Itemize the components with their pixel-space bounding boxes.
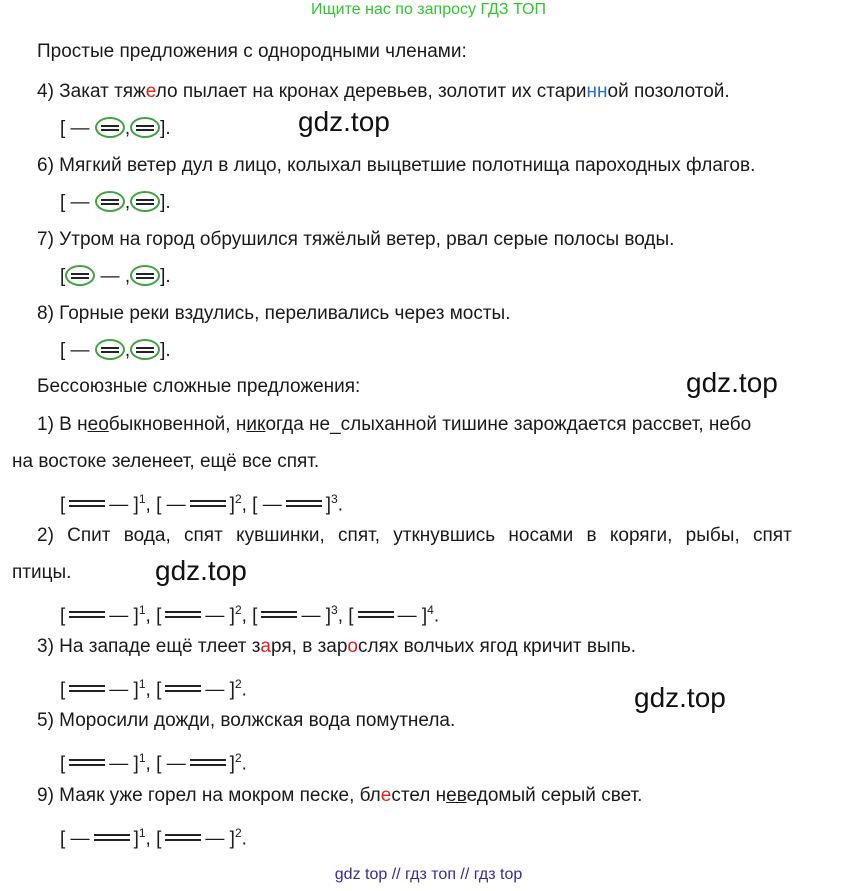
text: 9) Маяк уже горел на мокром песке, бл xyxy=(37,785,381,806)
predicate-mark xyxy=(130,265,160,286)
scheme-b2: [ — ]$^1$, [ — ]$^2$, [ — ]$^3$, [ — ]$^4$. xyxy=(60,603,440,627)
sentence-b1-line2: на востоке зеленеет, ещё все спят. xyxy=(12,451,320,472)
sentence-b2-line2: птицы. xyxy=(12,562,72,583)
scheme-8: [ — , ]. xyxy=(60,340,171,361)
sentence-b3 xyxy=(37,635,636,659)
highlight-letter: а xyxy=(260,636,271,657)
text: 4) Закат тяж xyxy=(37,81,146,102)
sentence-8: 8) Горные реки вздулись, переливались через мосты. xyxy=(37,303,511,324)
scheme-4: [ — , ]. xyxy=(60,118,171,139)
sentence-4 xyxy=(37,80,730,104)
predicate-mark xyxy=(95,339,125,360)
sentence-b5: 5) Моросили дожди, волжская вода помутнела. xyxy=(37,710,456,731)
section-heading-simple: Простые предложения с однородными членами: xyxy=(37,41,467,62)
highlight-letter: о xyxy=(347,636,358,657)
footer-links: gdz top // гдз топ // гдз top xyxy=(334,866,523,883)
highlight-letters: нн xyxy=(586,81,608,102)
underlined: ео xyxy=(87,414,109,435)
scheme-b9: [ — ]$^1$, [ — ]$^2$. xyxy=(60,826,247,850)
scheme-7: [ — , ]. xyxy=(60,266,171,287)
underlined: ик xyxy=(246,414,266,435)
text: ой позолотой. xyxy=(607,81,730,102)
sentence-7: 7) Утром на город обрушился тяжёлый ветер, рвал серые полосы воды. xyxy=(37,229,675,250)
scheme-b1: [ — ]$^1$, [ — ]$^2$, [ — ]$^3$. xyxy=(60,492,343,516)
predicate-mark xyxy=(95,117,125,138)
text: 3) На западе ещё тлеет з xyxy=(37,636,261,657)
predicate-mark xyxy=(130,191,160,212)
highlight-letter: е xyxy=(380,785,392,806)
text: быкновенной, н xyxy=(108,414,247,435)
underlined: ев xyxy=(446,785,467,806)
text: 1) В н xyxy=(37,414,88,435)
text: ло пылает на кронах деревьев, золотит их стари xyxy=(155,81,587,102)
watermark: gdz.top xyxy=(686,367,778,398)
scheme-b5: [ — ]$^1$, [ — ]$^2$. xyxy=(60,751,247,775)
text: ря, в зар xyxy=(271,636,348,657)
predicate-mark xyxy=(95,191,125,212)
text: слях волчьих ягод кричит выпь. xyxy=(358,636,637,657)
watermark: gdz.top xyxy=(155,555,247,586)
scheme-6: [ — , ]. xyxy=(60,192,171,213)
predicate-mark xyxy=(130,117,160,138)
scheme-b3: [ — ]$^1$, [ — ]$^2$. xyxy=(60,677,247,701)
predicate-mark xyxy=(130,339,160,360)
predicate-mark xyxy=(65,265,95,286)
watermark: gdz.top xyxy=(298,106,390,137)
sentence-b2-line1: 2) Спит вода, спят кувшинки, спят, уткнувшись носами в коряги, рыбы, спят xyxy=(37,525,792,546)
sentence-6: 6) Мягкий ветер дул в лицо, колыхал выцветшие полотнища пароходных флагов. xyxy=(37,155,756,176)
text: огда не_слыханной тишине зарождается рассвет, небо xyxy=(265,414,752,435)
watermark: gdz.top xyxy=(634,682,726,713)
section-heading-compound: Бессоюзные сложные предложения: xyxy=(37,376,361,397)
top-banner: Ищите нас по запросу ГДЗ ТОП xyxy=(311,1,546,18)
text: едомый серый свет. xyxy=(466,785,643,806)
highlight-letter: е xyxy=(145,81,156,102)
sentence-b9 xyxy=(37,784,642,808)
sentence-b1-line1 xyxy=(37,413,751,437)
text: стел н xyxy=(391,785,447,806)
